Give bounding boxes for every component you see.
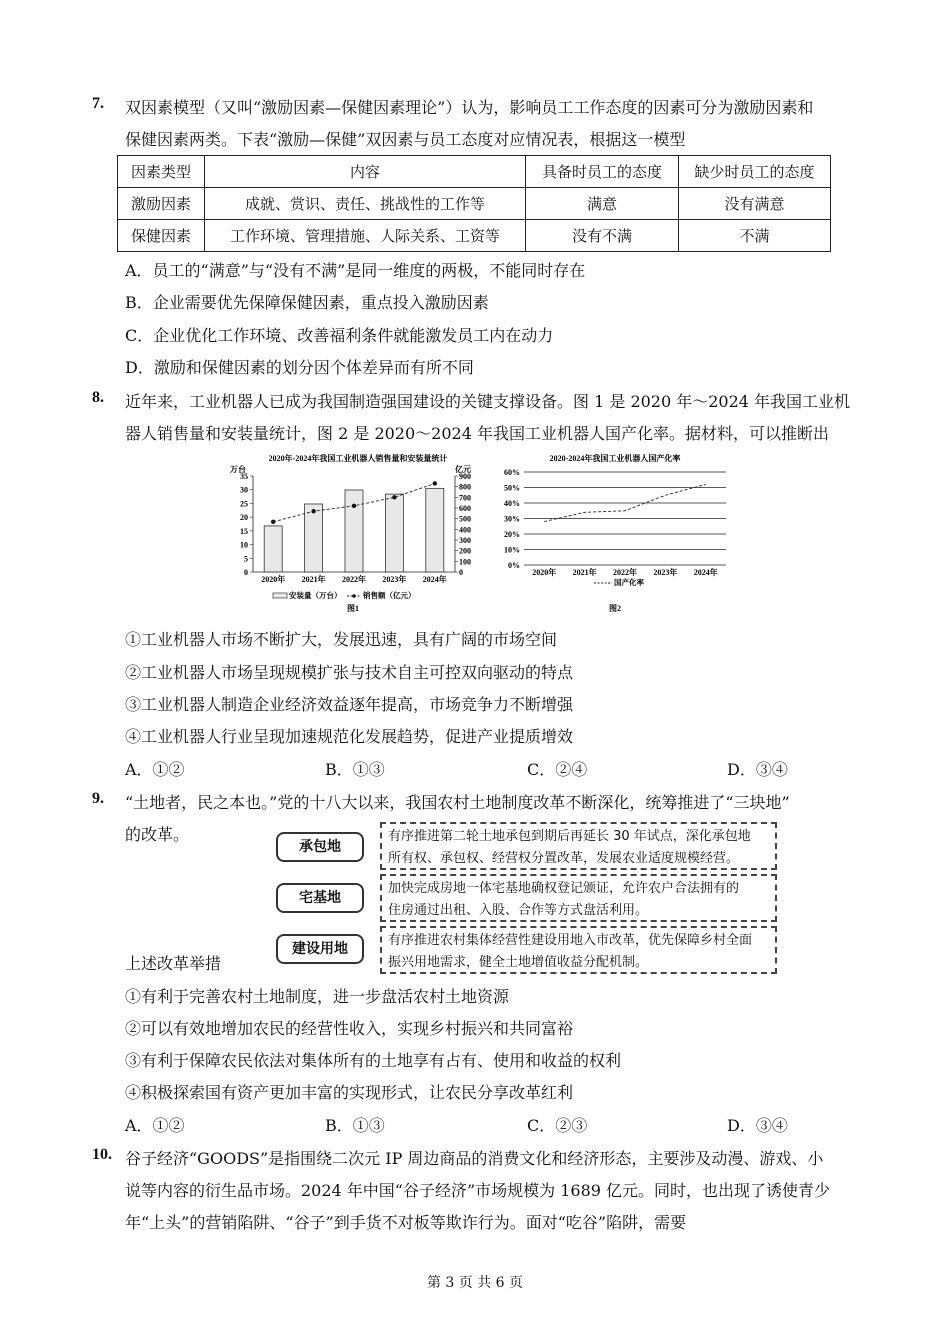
left-tick-label: 35 [240,472,248,481]
choice-a: A．①② [125,1116,185,1135]
bar-installations [305,504,323,572]
left-tick-label: 25 [240,499,248,509]
choice-d: D．③④ [727,760,788,779]
description-line: 加快完成房地一体宅基地确权登记颁证，允许农户合法拥有的 [388,881,740,896]
right-tick-label: 500 [459,514,471,524]
y-tick-label: 10% [504,545,520,555]
table-header-row [118,156,831,188]
right-tick-label: 700 [459,493,471,503]
figure-caption: 图1 [347,604,359,613]
right-tick-label: 200 [459,546,471,556]
land-type-description-homestead [380,874,777,922]
sales-point [433,481,437,485]
right-tick-label: 300 [459,536,471,545]
x-tick-label: 2022年 [613,568,637,577]
land-type-label-construction: 建设用地 [276,934,364,964]
question-text: 上述改革举措 [125,954,222,973]
right-tick-label: 400 [459,525,471,535]
right-tick-label: 900 [459,472,471,481]
left-tick-label: 10 [240,540,248,550]
question-number: 8. [92,389,104,406]
statement-4: ④工业机器人行业呈现加速规范化发展趋势，促进产业提质增效 [125,727,574,746]
page-footer: 第 3 页 共 6 页 [426,1275,524,1291]
question-text: 年“上头”的营销陷阱、“谷子”到手货不对板等欺诈行为。面对“吃谷”陷阱，需要 [125,1213,687,1232]
legend-line-marker [352,594,356,598]
sales-point [271,520,275,524]
description-line: 住房通过出租、入股、合作等方式盘活利用。 [388,903,649,918]
table-cell: 保健因素 [118,220,205,252]
figure-caption: 图2 [609,604,621,613]
right-axis-unit: 亿元 [455,465,471,474]
left-tick-label: 15 [240,526,248,536]
table-header: 因素类型 [118,156,205,188]
x-tick-label: 2021年 [572,568,597,577]
table-cell: 满意 [526,188,679,220]
choice-c: C．②④ [527,760,588,779]
left-axis-unit: 万台 [230,465,246,474]
table-cell: 没有不满 [526,220,679,252]
description-line: 所有权、承包权、经营权分置改革，发展农业适度规模经营。 [388,851,740,866]
question-number: 10. [92,1146,112,1163]
question-text: 近年来，工业机器人已成为我国制造强国建设的关键支撑设备。图 1 是 2020 年～2024 年我国工业机 [125,392,851,411]
right-tick-label: 600 [459,504,471,513]
choice-b: B．①③ [325,760,385,779]
table-cell: 工作环境、管理措施、人际关系、工资等 [205,220,526,252]
question-text: 说等内容的衍生品市场。2024 年中国“谷子经济”市场规模为 1689 亿元。同时，也出现了诱使青少 [125,1181,831,1200]
y-tick-label: 30% [504,514,520,524]
bar-installations [426,488,444,572]
x-tick-label: 2021年 [301,575,326,584]
question-text: 的改革。 [125,825,190,844]
left-tick-label: 30 [240,485,248,495]
table-cell: 不满 [679,220,831,252]
option-d: D．激励和保健因素的划分因个体差异而有所不同 [125,358,474,377]
figure-2-chart [490,450,730,615]
y-tick-label: 0% [508,561,520,570]
x-tick-label: 2023年 [382,575,407,584]
land-type-label-homestead: 宅基地 [276,883,364,913]
legend-line-label: 国产化率 [614,578,644,587]
legend-line-label: 销售额（亿元） [363,591,416,600]
legend-bar-label: 安装量（万台） [289,591,342,600]
sales-point [352,504,356,508]
x-tick-label: 2020年 [261,575,286,584]
bar-installations [385,494,403,572]
statement-2: ②工业机器人市场呈现规模扩张与技术自主可控双向驱动的特点 [125,663,574,682]
option-c: C．企业优化工作环境、改善福利条件就能激发员工内在动力 [125,326,554,345]
choice-d: D．③④ [727,1116,788,1135]
right-tick-label: 0 [459,568,463,577]
statement-3: ③有利于保障农民依法对集体所有的土地享有占有、使用和收益的权利 [125,1051,622,1070]
left-tick-label: 0 [244,568,248,577]
bar-installations [345,490,363,572]
table-header: 具备时员工的态度 [526,156,679,188]
bar-installations [264,526,282,572]
x-tick-label: 2024年 [693,568,718,577]
statement-1: ①有利于完善农村土地制度，进一步盘活农村土地资源 [125,987,510,1006]
choice-a: A．①② [125,760,185,779]
description-line: 振兴用地需求，健全土地增值收益分配机制。 [388,955,649,970]
table-header: 缺少时员工的态度 [679,156,831,188]
right-tick-label: 100 [459,557,471,567]
left-tick-label: 5 [244,554,248,564]
y-tick-label: 50% [504,483,520,493]
description-line: 有序推进农村集体经营性建设用地入市改革，优先保障乡村全面 [388,933,753,948]
statement-3: ③工业机器人制造企业经济效益逐年提高，市场竞争力不断增强 [125,695,574,714]
option-a: A．员工的“满意”与“没有不满”是同一维度的两极，不能同时存在 [125,261,586,280]
description-line: 有序推进第二轮土地承包到期后再延长 30 年试点，深化承包地 [388,829,751,844]
y-tick-label: 60% [504,468,520,477]
land-type-label-contract: 承包地 [276,832,364,862]
x-tick-label: 2024年 [422,575,447,584]
question-text: 保健因素两类。下表“激励—保健”双因素与员工态度对应情况表，根据这一模型 [125,130,686,149]
land-type-description-contract [380,822,777,870]
chart-title: 2020年-2024年我国工业机器人销售量和安装量统计 [268,454,448,463]
table-header: 内容 [205,156,526,188]
table-row [118,220,831,252]
question-number: 7. [92,95,104,112]
left-tick-label: 20 [240,513,248,523]
factor-table [117,155,831,252]
y-tick-label: 20% [504,530,520,539]
table-cell: 成就、赏识、责任、挑战性的工作等 [205,188,526,220]
sales-point [311,509,315,513]
x-tick-label: 2023年 [653,568,678,577]
table-cell: 没有满意 [679,188,831,220]
option-b: B．企业需要优先保障保健因素，重点投入激励因素 [125,293,489,312]
land-type-description-construction [380,926,777,974]
statement-4: ④积极探索国有资产更加丰富的实现形式，让农民分享改革红利 [125,1083,574,1102]
right-tick-label: 800 [459,482,471,492]
legend-bar-swatch [273,593,287,598]
x-tick-label: 2020年 [532,568,557,577]
question-text: “土地者，民之本也。”党的十八大以来，我国农村土地制度改革不断深化，统筹推进了“三块地” [125,793,790,812]
chart-title: 2020-2024年我国工业机器人国产化率 [549,454,681,463]
choice-c: C．②③ [527,1116,588,1135]
sales-point [392,495,396,499]
table-row [118,188,831,220]
question-number: 9. [92,790,104,807]
figure-1-chart [225,450,485,615]
table-cell: 激励因素 [118,188,205,220]
question-text: 双因素模型（又叫“激励因素—保健因素理论”）认为，影响员工工作态度的因素可分为激励因素和 [125,98,814,117]
statement-2: ②可以有效地增加农民的经营性收入，实现乡村振兴和共同富裕 [125,1019,574,1038]
question-text: 谷子经济“GOODS”是指围绕二次元 IP 周边商品的消费文化和经济形态，主要涉及动漫、游戏、小 [125,1149,824,1168]
y-tick-label: 40% [504,499,520,508]
choice-b: B．①③ [325,1116,385,1135]
question-text: 器人销售量和安装量统计，图 2 是 2020～2024 年我国工业机器人国产化率。据材料，可以推断出 [125,424,829,443]
x-tick-label: 2022年 [342,575,366,584]
statement-1: ①工业机器人市场不断扩大，发展迅速，具有广阔的市场空间 [125,630,558,649]
